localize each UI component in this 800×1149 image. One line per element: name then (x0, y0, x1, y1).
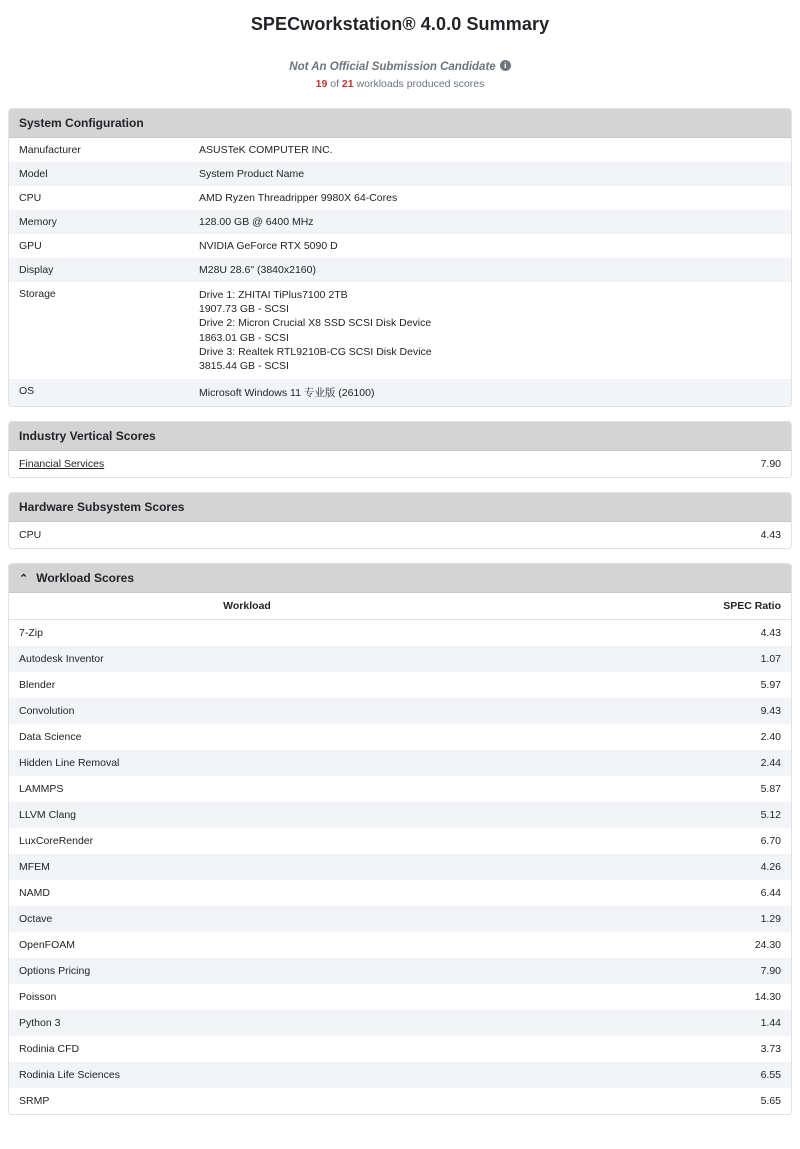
workload-count-produced: 19 (315, 78, 328, 90)
table-row (9, 1036, 791, 1062)
workload-value: 5.65 (760, 1095, 781, 1108)
workload-label: Options Pricing (19, 965, 91, 978)
workload-value: 5.87 (760, 783, 781, 796)
config-value: NVIDIA GeForce RTX 5090 D (199, 240, 338, 252)
table-row (9, 984, 791, 1010)
workload-label: Data Science (19, 731, 82, 744)
page-title: SPECworkstation® 4.0.0 Summary (250, 14, 550, 34)
table-row (9, 162, 791, 186)
storage-line: 3815.44 GB - SCSI (199, 359, 289, 372)
workload-label: Autodesk Inventor (19, 653, 104, 666)
table-row (9, 1062, 791, 1088)
workload-scores-table (9, 593, 791, 1114)
config-value: System Product Name (199, 168, 305, 180)
table-row (9, 646, 791, 672)
workload-label: Convolution (19, 705, 75, 718)
system-configuration-table (9, 138, 791, 406)
table-header-row (9, 593, 791, 620)
config-label: GPU (19, 240, 42, 252)
workload-label: Hidden Line Removal (19, 757, 120, 770)
config-label: Model (19, 168, 48, 180)
storage-line: Drive 2: Micron Crucial X8 SSD SCSI Disk Device (199, 317, 432, 330)
column-header-workload: Workload (9, 593, 485, 620)
workload-label: Rodinia Life Sciences (19, 1069, 120, 1082)
storage-line: 1907.73 GB - SCSI (199, 303, 289, 316)
workload-label: OpenFOAM (19, 939, 76, 952)
table-row (9, 522, 791, 548)
config-value: ASUSTeK COMPUTER INC. (199, 144, 333, 156)
hardware-subsystem-scores-table (9, 522, 791, 548)
workload-value: 6.55 (760, 1069, 781, 1082)
workload-label: Rodinia CFD (19, 1043, 80, 1056)
workload-value: 1.44 (760, 1017, 781, 1030)
table-row (9, 802, 791, 828)
table-row (9, 210, 791, 234)
score-value: 4.43 (760, 529, 781, 542)
workload-label: Python 3 (19, 1017, 61, 1030)
config-label: Display (19, 264, 54, 276)
workload-label: SRMP (19, 1095, 50, 1108)
workload-label: LAMMPS (19, 783, 64, 796)
workload-count-line (8, 78, 792, 90)
workload-count-of: of (330, 78, 339, 90)
info-icon[interactable]: i (500, 60, 511, 71)
workload-value: 9.43 (760, 705, 781, 718)
config-label: Manufacturer (19, 144, 81, 156)
workload-count-total: 21 (341, 78, 354, 90)
workload-value: 6.70 (760, 835, 781, 848)
table-row (9, 724, 791, 750)
workload-label: LuxCoreRender (19, 835, 94, 848)
workload-value: 7.90 (760, 965, 781, 978)
industry-vertical-scores-header: Industry Vertical Scores (9, 422, 791, 451)
table-row (9, 698, 791, 724)
workload-value: 4.43 (760, 627, 781, 640)
storage-value (189, 282, 791, 379)
workload-value: 2.44 (760, 757, 781, 770)
table-row (9, 379, 791, 406)
table-row (9, 258, 791, 282)
workload-count-suffix: workloads produced scores (356, 78, 485, 90)
not-official-label: Not An Official Submission Candidate (289, 61, 496, 73)
config-label: OS (19, 385, 35, 398)
submission-status-block (8, 57, 792, 90)
score-label (9, 451, 574, 477)
workload-scores-header[interactable] (9, 564, 791, 593)
workload-label: NAMD (19, 887, 50, 900)
workload-label: LLVM Clang (19, 809, 77, 822)
config-label: Memory (19, 216, 57, 228)
workload-value: 1.29 (760, 913, 781, 926)
industry-vertical-scores-card (8, 421, 792, 478)
column-header-spec-ratio: SPEC Ratio (485, 593, 791, 620)
workload-value: 6.44 (760, 887, 781, 900)
workload-value: 3.73 (760, 1043, 781, 1056)
industry-vertical-scores-table (9, 451, 791, 477)
config-label: CPU (19, 192, 42, 204)
table-row (9, 776, 791, 802)
table-row (9, 451, 791, 477)
workload-scores-title: Workload Scores (36, 571, 135, 586)
storage-line: Drive 3: Realtek RTL9210B-CG SCSI Disk Device (199, 345, 432, 358)
table-row (9, 1088, 791, 1114)
workload-label: 7-Zip (19, 627, 43, 640)
config-value: Microsoft Windows 11 专业版 (26100) (199, 387, 375, 400)
table-row (9, 958, 791, 984)
table-row (9, 1010, 791, 1036)
table-row (9, 186, 791, 210)
table-row (9, 672, 791, 698)
table-row (9, 828, 791, 854)
workload-value: 4.26 (760, 861, 781, 874)
table-row (9, 138, 791, 162)
hardware-subsystem-scores-card (8, 492, 792, 549)
config-value: M28U 28.6" (3840x2160) (199, 264, 316, 276)
score-value: 7.90 (760, 458, 781, 471)
workload-scores-card (8, 563, 792, 1115)
workload-value: 5.97 (760, 679, 781, 692)
hardware-subsystem-scores-header: Hardware Subsystem Scores (9, 493, 791, 522)
config-value: 128.00 GB @ 6400 MHz (199, 216, 314, 228)
workload-label: Octave (19, 913, 53, 926)
system-configuration-card (8, 108, 792, 407)
workload-label: Poisson (19, 991, 57, 1004)
workload-value: 24.30 (754, 939, 781, 952)
workload-value: 5.12 (760, 809, 781, 822)
table-row (9, 750, 791, 776)
table-row (9, 906, 791, 932)
score-label: CPU (19, 529, 42, 542)
config-value: AMD Ryzen Threadripper 9980X 64-Cores (199, 192, 398, 204)
workload-value: 1.07 (760, 653, 781, 666)
table-row (9, 282, 791, 379)
workload-value: 14.30 (754, 991, 781, 1004)
table-row (9, 880, 791, 906)
system-configuration-header: System Configuration (9, 109, 791, 138)
storage-line: 1863.01 GB - SCSI (199, 331, 289, 344)
table-row (9, 854, 791, 880)
storage-line: Drive 1: ZHITAI TiPlus7100 2TB (199, 289, 348, 301)
financial-services-link[interactable]: Financial Services (19, 458, 105, 471)
config-label: Storage (19, 288, 56, 300)
table-row (9, 620, 791, 647)
table-row (9, 234, 791, 258)
chevron-up-icon[interactable]: ⌃ (19, 572, 29, 585)
workload-value: 2.40 (760, 731, 781, 744)
workload-label: Blender (19, 679, 56, 692)
table-row (9, 932, 791, 958)
workload-label: MFEM (19, 861, 50, 874)
